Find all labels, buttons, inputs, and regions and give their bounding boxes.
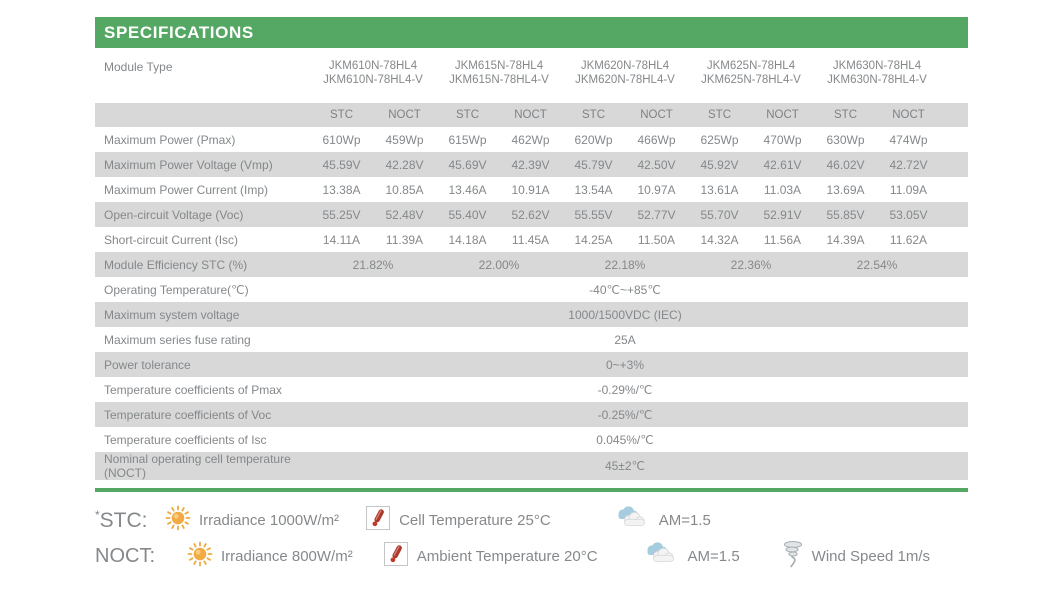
row-label: Maximum Power Current (Imp)	[104, 182, 269, 197]
empty-cell	[95, 103, 310, 127]
value-cell: 52.62V	[511, 207, 550, 222]
filler-cell	[940, 103, 968, 127]
value-cell: 10.91A	[511, 182, 550, 197]
row-label: Module Efficiency STC (%)	[104, 257, 248, 272]
module-name: JKM615N-78HL4	[454, 60, 544, 72]
module-column-header	[688, 50, 814, 103]
value-cell: 11.09A	[889, 182, 928, 197]
specifications-table	[95, 50, 968, 480]
value-cell: -0.25%/℃	[597, 407, 653, 422]
row-label: Short-circuit Current (Isc)	[104, 232, 239, 247]
noct-label: NOCT:	[95, 544, 155, 567]
noct-air-mass-text: AM=1.5	[687, 547, 740, 565]
value-cell: 52.91V	[763, 207, 802, 222]
value-cell: 13.38A	[322, 182, 361, 197]
value-cell: 42.61V	[763, 157, 802, 172]
module-column-header	[562, 50, 688, 103]
value-cell: 10.97A	[637, 182, 676, 197]
value-cell: 14.39A	[826, 232, 865, 247]
module-name-variant: JKM630N-78HL4-V	[827, 74, 927, 86]
stc-air-mass-text: AM=1.5	[658, 511, 711, 529]
row-label: Temperature coefficients of Voc	[104, 407, 272, 422]
table-row-vmp	[95, 152, 968, 177]
row-label: Power tolerance	[104, 357, 191, 372]
stc-irradiance-text: Irradiance 1000W/m²	[199, 511, 340, 529]
wind-tornado-icon	[782, 540, 804, 572]
module-type-label: Module Type	[104, 60, 173, 74]
filler-cell	[940, 352, 968, 377]
page-title: SPECIFICATIONS	[104, 22, 254, 42]
module-column-header	[436, 50, 562, 103]
value-cell: 11.50A	[637, 232, 676, 247]
stc-footnote-asterisk: *	[95, 507, 100, 522]
value-cell: 55.70V	[700, 207, 739, 222]
stc-subheader: STC	[708, 109, 731, 121]
value-cell: 13.54A	[574, 182, 613, 197]
filler-cell	[940, 402, 968, 427]
filler-cell	[940, 427, 968, 452]
stc-legend-row	[95, 502, 995, 538]
value-cell: 42.39V	[511, 157, 550, 172]
row-label: Maximum Power (Pmax)	[104, 132, 236, 147]
value-cell: 474Wp	[889, 132, 928, 147]
value-cell: 46.02V	[826, 157, 865, 172]
value-cell: 45±2℃	[604, 459, 646, 473]
value-cell: 13.61A	[700, 182, 739, 197]
table-row-tempco-isc	[95, 427, 968, 452]
value-cell: 14.32A	[700, 232, 739, 247]
noct-subheader: NOCT	[514, 109, 547, 121]
table-row-voc	[95, 202, 968, 227]
value-cell: 630Wp	[826, 132, 865, 147]
stc-noct-subheader-row	[95, 103, 968, 127]
module-type-row	[95, 50, 968, 103]
value-cell: 52.77V	[637, 207, 676, 222]
value-cell: 1000/1500VDC (IEC)	[568, 307, 682, 322]
noct-subheader: NOCT	[892, 109, 925, 121]
value-cell: 466Wp	[637, 132, 676, 147]
module-name: JKM620N-78HL4	[580, 60, 670, 72]
filler-cell	[940, 152, 968, 177]
filler-cell	[940, 302, 968, 327]
value-cell: 11.56A	[763, 232, 802, 247]
clouds-icon	[613, 505, 651, 535]
table-row-isc	[95, 227, 968, 252]
module-name-variant: JKM610N-78HL4-V	[323, 74, 423, 86]
noct-irradiance-text: Irradiance 800W/m²	[221, 547, 353, 565]
filler-cell	[940, 227, 968, 252]
module-name-variant: JKM615N-78HL4-V	[449, 74, 549, 86]
filler-cell	[940, 50, 968, 103]
table-row-operating-temperature	[95, 277, 968, 302]
stc-subheader: STC	[456, 109, 479, 121]
value-cell: 11.45A	[511, 232, 550, 247]
value-cell: 615Wp	[448, 132, 487, 147]
value-cell: 11.39A	[385, 232, 424, 247]
value-cell: 45.79V	[574, 157, 613, 172]
noct-subheader: NOCT	[388, 109, 421, 121]
module-name-variant: JKM620N-78HL4-V	[575, 74, 675, 86]
sun-icon	[187, 541, 213, 571]
value-cell: 610Wp	[322, 132, 361, 147]
filler-cell	[940, 452, 968, 480]
value-cell: 45.59V	[322, 157, 361, 172]
filler-cell	[940, 377, 968, 402]
table-row-imp	[95, 177, 968, 202]
value-cell: 42.28V	[385, 157, 424, 172]
green-divider-line	[95, 488, 968, 492]
noct-ambient-temperature-text: Ambient Temperature 20°C	[416, 547, 598, 565]
module-name-variant: JKM625N-78HL4-V	[701, 74, 801, 86]
value-cell: 25A	[614, 332, 636, 347]
stc-subheader: STC	[330, 109, 353, 121]
value-cell: 462Wp	[511, 132, 550, 147]
value-cell: 42.72V	[889, 157, 928, 172]
table-row-power-tolerance	[95, 352, 968, 377]
value-cell: 0.045%/℃	[596, 432, 654, 447]
value-cell: 14.11A	[322, 232, 361, 247]
module-name: JKM625N-78HL4	[706, 60, 796, 72]
value-cell: 470Wp	[763, 132, 802, 147]
test-conditions-legend	[95, 502, 995, 574]
row-label: Open-circuit Voltage (Voc)	[104, 207, 244, 222]
value-cell: 22.00%	[478, 257, 520, 272]
filler-cell	[940, 327, 968, 352]
row-label: Operating Temperature(℃)	[104, 282, 249, 297]
noct-subheader: NOCT	[640, 109, 673, 121]
value-cell: -0.29%/℃	[597, 382, 653, 397]
value-cell: 13.69A	[826, 182, 865, 197]
value-cell: 10.85A	[385, 182, 424, 197]
row-label: Nominal operating cell temperature (NOCT)	[104, 452, 291, 480]
noct-subheader: NOCT	[766, 109, 799, 121]
value-cell: 55.85V	[826, 207, 865, 222]
value-cell: 22.18%	[604, 257, 646, 272]
specifications-header	[95, 17, 968, 48]
module-column-header	[814, 50, 940, 103]
table-row-efficiency	[95, 252, 968, 277]
value-cell: 625Wp	[700, 132, 739, 147]
filler-cell	[940, 202, 968, 227]
value-cell: 22.54%	[856, 257, 898, 272]
value-cell: 45.92V	[700, 157, 739, 172]
row-label: Maximum Power Voltage (Vmp)	[104, 157, 273, 172]
table-row-tempco-pmax	[95, 377, 968, 402]
row-label: Maximum series fuse rating	[104, 332, 251, 347]
row-label: Temperature coefficients of Isc	[104, 432, 267, 447]
value-cell: 620Wp	[574, 132, 613, 147]
table-row-max-system-voltage	[95, 302, 968, 327]
value-cell: 13.46A	[448, 182, 487, 197]
table-row-pmax	[95, 127, 968, 152]
noct-wind-speed-text: Wind Speed 1m/s	[811, 547, 931, 565]
module-name: JKM630N-78HL4	[832, 60, 922, 72]
clouds-icon	[642, 541, 680, 571]
value-cell: 0~+3%	[605, 357, 645, 372]
value-cell: 14.25A	[574, 232, 613, 247]
value-cell: 55.55V	[574, 207, 613, 222]
value-cell: 55.40V	[448, 207, 487, 222]
table-row-tempco-voc	[95, 402, 968, 427]
value-cell: 52.48V	[385, 207, 424, 222]
sun-icon	[165, 505, 191, 535]
filler-cell	[940, 252, 968, 277]
stc-cell-temperature-text: Cell Temperature 25°C	[399, 511, 551, 529]
thermometer-icon	[383, 541, 409, 571]
row-label: Temperature coefficients of Pmax	[104, 382, 282, 397]
value-cell: 42.50V	[637, 157, 676, 172]
value-cell: 22.36%	[730, 257, 772, 272]
filler-cell	[940, 177, 968, 202]
value-cell: 53.05V	[889, 207, 928, 222]
stc-subheader: STC	[834, 109, 857, 121]
stc-subheader: STC	[582, 109, 605, 121]
value-cell: 55.25V	[322, 207, 361, 222]
value-cell: 11.62A	[889, 232, 928, 247]
value-cell: 459Wp	[385, 132, 424, 147]
filler-cell	[940, 127, 968, 152]
thermometer-icon	[365, 505, 391, 535]
table-row-noct	[95, 452, 968, 480]
value-cell: 45.69V	[448, 157, 487, 172]
stc-label: *STC:	[95, 507, 148, 532]
value-cell: 14.18A	[448, 232, 487, 247]
value-cell: 11.03A	[763, 182, 802, 197]
filler-cell	[940, 277, 968, 302]
row-label: Maximum system voltage	[104, 307, 240, 322]
value-cell: 21.82%	[352, 257, 394, 272]
module-name: JKM610N-78HL4	[328, 60, 418, 72]
table-row-fuse-rating	[95, 327, 968, 352]
module-column-header	[310, 50, 436, 103]
value-cell: -40℃~+85℃	[589, 282, 661, 297]
noct-legend-row	[95, 538, 995, 574]
